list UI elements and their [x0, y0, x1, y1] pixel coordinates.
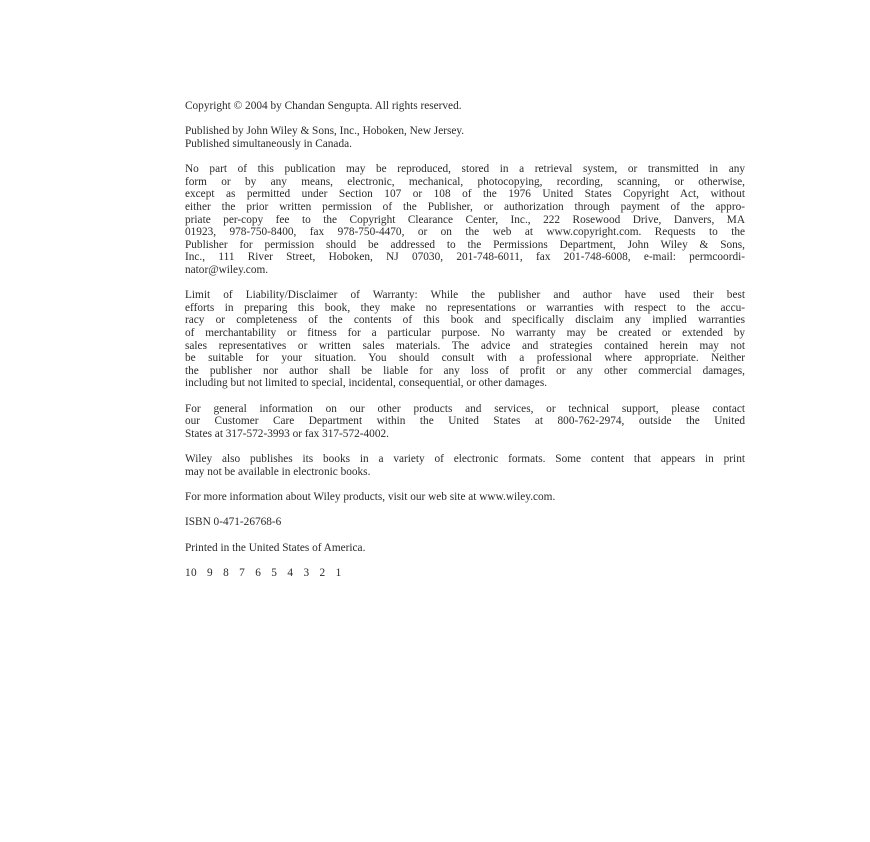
printed-in — [185, 542, 745, 555]
text-line: priate per-copy fee to the Copyright Clearance Center, Inc., 222 Rosewood Drive, Danvers, MA — [185, 213, 745, 226]
text-line: 01923, 978-750-8400, fax 978-750-4470, or on the web at www.copyright.com. Requests to the — [185, 226, 745, 239]
text-line: sales representatives or written sales materials. The advice and strategies contained herein may not — [185, 339, 745, 352]
electronic-formats-notice — [185, 453, 745, 478]
text-line: Published simultaneously in Canada. — [185, 137, 352, 150]
text-line: Wiley also publishes its books in a variety of electronic formats. Some content that appears in print — [185, 453, 745, 466]
general-information — [185, 403, 745, 441]
copyright-page — [185, 100, 745, 592]
text-line: of merchantability or fitness for a particular purpose. No warranty may be created or extended by — [185, 326, 745, 339]
text-line: nator@wiley.com. — [185, 263, 269, 276]
text-line: ISBN 0-471-26768-6 — [185, 516, 282, 529]
text-line: the publisher nor author shall be liable for any loss of profit or any other commercial damages, — [185, 364, 745, 377]
text-line: efforts in preparing this book, they make no representations or warranties with respect to the accu- — [185, 301, 745, 314]
text-line: Publisher for permission should be addressed to the Permissions Department, John Wiley & Sons, — [185, 238, 745, 251]
text-line: For more information about Wiley products, visit our web site at www.wiley.com. — [185, 490, 556, 503]
text-line: Inc., 111 River Street, Hoboken, NJ 07030, 201-748-6011, fax 201-748-6008, e-mail: permcoordi- — [185, 251, 745, 264]
permissions-paragraph — [185, 163, 745, 276]
printer-key-line: 10 9 8 7 6 5 4 3 2 1 — [185, 566, 342, 579]
text-line: including but not limited to special, incidental, consequential, or other damages. — [185, 377, 548, 390]
text-line: form or by any means, electronic, mechanical, photocopying, recording, scanning, or otherwise, — [185, 175, 745, 188]
publisher-notice — [185, 125, 745, 150]
liability-disclaimer — [185, 289, 745, 390]
text-line: For general information on our other products and services, or technical support, please contact — [185, 402, 745, 415]
text-line: Copyright © 2004 by Chandan Sengupta. All rights reserved. — [185, 100, 462, 112]
text-line: our Customer Care Department within the United States at 800-762-2974, outside the United — [185, 415, 745, 428]
text-line: Limit of Liability/Disclaimer of Warranty: While the publisher and author have used their best — [185, 289, 745, 302]
more-information — [185, 491, 745, 504]
text-line: either the prior written permission of the Publisher, or authorization through payment of the appro- — [185, 200, 745, 213]
text-line: except as permitted under Section 107 or 108 of the 1976 United States Copyright Act, without — [185, 188, 745, 201]
text-line: No part of this publication may be reproduced, stored in a retrieval system, or transmitted in any — [185, 163, 745, 176]
text-line: racy or completeness of the contents of this book and specifically disclaim any implied warranties — [185, 314, 745, 327]
copyright-notice — [185, 100, 745, 113]
text-line: may not be available in electronic books. — [185, 465, 371, 478]
isbn — [185, 516, 745, 529]
text-line: Printed in the United States of America. — [185, 541, 366, 554]
text-line: Published by John Wiley & Sons, Inc., Hoboken, New Jersey. — [185, 125, 465, 138]
text-line: States at 317-572-3993 or fax 317-572-4002. — [185, 427, 389, 440]
text-line: be suitable for your situation. You should consult with a professional where appropriate. Neither — [185, 352, 745, 365]
